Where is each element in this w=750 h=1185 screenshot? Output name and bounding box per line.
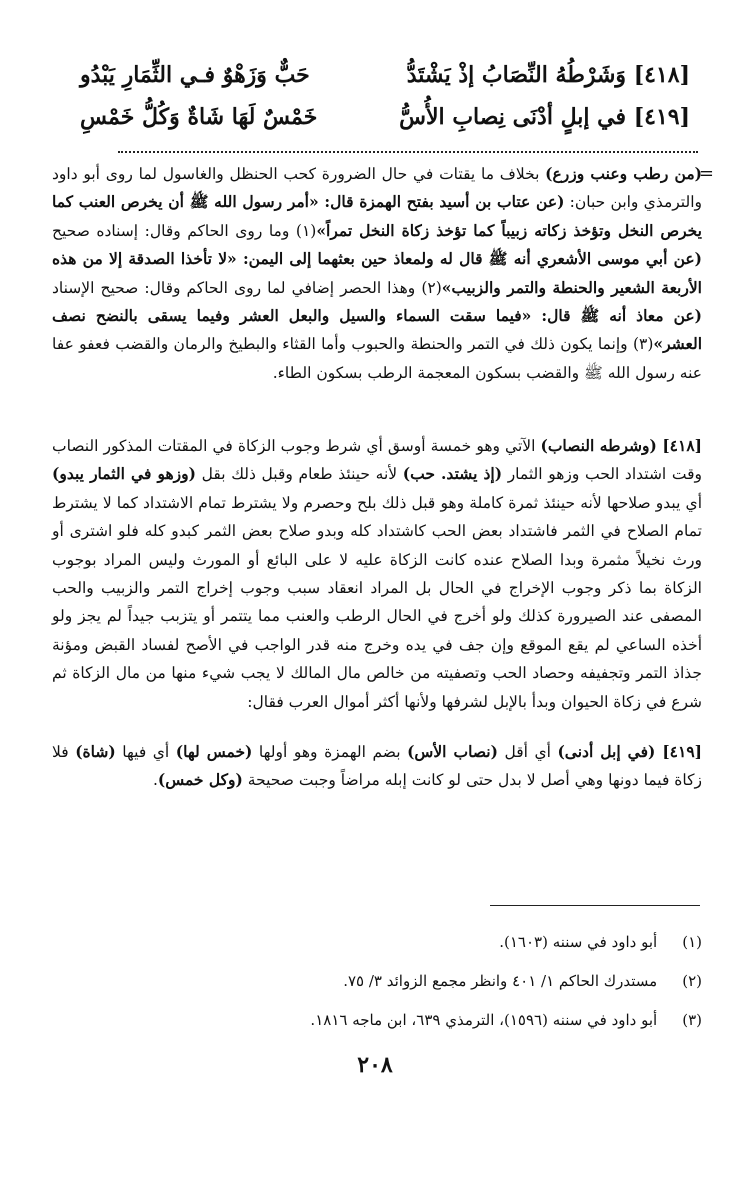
- dotted-separator: [118, 151, 698, 153]
- bold-text-segment: (إذ يشتد. حب): [402, 464, 503, 484]
- text-segment: (١): [295, 221, 317, 240]
- bold-text-segment: (نصاب الأس): [407, 742, 498, 761]
- verse-number: [٤١٩]: [633, 104, 690, 130]
- verse-418: [80, 62, 690, 104]
- text-segment: وما روى الحاكم وقال: إسناده صحيح: [52, 221, 296, 240]
- bold-text-segment: [٤١٨]: [656, 436, 702, 455]
- bold-text-segment: (من رطب وعنب وزرع): [545, 164, 702, 183]
- footnote-3: [52, 1006, 702, 1045]
- footnote-number: (٣): [682, 1011, 702, 1029]
- verse-418-first-hemistich: [372, 62, 690, 88]
- commentary-continued: [52, 160, 702, 387]
- text-segment: .: [152, 771, 158, 790]
- footnote-1: [52, 928, 702, 967]
- text-segment: وهذا الحصر إضافي لما روى الحاكم وقال: صحيح الإسناد: [52, 278, 422, 297]
- bold-text-segment: (عن أبي موسى الأشعري أنه ﷺ قال له ولمعاذ حين بعثهما إلى اليمن: «لا تأخذا الصدقة إلا من هذه الأربعة الشعير والحنطة والتمر والزبيب»: [52, 249, 702, 297]
- footnote-text: أبو داود في سننه (١٦٠٣).: [499, 933, 658, 951]
- verse-419: [80, 104, 690, 146]
- text-segment: وإنما يكون ذلك في التمر والحنطة والحبوب وأما القثاء والبطيخ والرمان والقضب فعفو عفا عنه رسول الله ﷺ والقضب بسكون المعجمة الرطب بسكون الطاء.: [52, 335, 702, 382]
- commentary-verse-419: [52, 738, 702, 795]
- bold-text-segment: (خمس لها): [175, 742, 253, 761]
- bold-text-segment: (عن معاذ أنه ﷺ قال: «فيما سقت السماء والسيل والبعل العشر وفيما يسقى بالنضح نصف العشر»: [52, 306, 702, 354]
- text-segment: (٢): [421, 278, 442, 297]
- footnote-2: [52, 967, 702, 1006]
- bold-text-segment: (عن عتاب بن أسيد بفتح الهمزة قال: «أمر رسول الله ﷺ أن يخرص العنب كما يخرص النخل وتؤخذ زكاته زبيباً كما تؤخذ زكاة النخل تمراً»: [52, 192, 703, 240]
- commentary-verse-418: [52, 432, 702, 716]
- page-number: ٢٠٨: [357, 1052, 393, 1078]
- footnotes: [52, 928, 702, 1045]
- verse-number: [٤١٨]: [633, 62, 690, 88]
- footnote-text: مستدرك الحاكم ١/ ٤٠١ وانظر مجمع الزوائد ٣/ ٧٥.: [343, 972, 658, 990]
- verse-419-second-hemistich: خَمْسٌ لَهَا شَاةٌ وَكُلُّ خَمْسِ: [80, 104, 318, 130]
- text-segment: أي أقل: [497, 743, 558, 761]
- text-segment: لأنه حينئذ طعام وقبل ذلك بقل: [196, 465, 403, 484]
- text-segment: أي فيها: [115, 743, 176, 761]
- hemistich-text: وَشَرْطُهُ النِّصَابُ إذْ يَشْتَدُّ: [406, 62, 627, 88]
- footnote-text: أبو داود في سننه (١٥٩٦)، الترمذي ٦٣٩، ابن ماجه ١٨١٦.: [310, 1011, 658, 1029]
- text-segment: بخلاف ما يقتات في حال الضرورة كحب الحنظل والغاسول لما روى أبو داود والترمذي وابن حبان:: [52, 165, 702, 212]
- footnote-separator: [490, 905, 700, 906]
- text-segment: الآتي وهو خمسة أوسق أي شرط وجوب الزكاة في المقتات المذكور النصاب وقت اشتداد الحب وزهو الثمار: [52, 437, 702, 484]
- bold-text-segment: (وزهو في الثمار يبدو): [52, 464, 196, 484]
- text-segment: (٣): [632, 335, 654, 354]
- poem-verses: [80, 62, 690, 146]
- bold-text-segment: [٤١٩]: [655, 742, 702, 761]
- text-segment: فلا زكاة فيما دونها وهي أصل لا بدل حتى لو كانت إبله مراضاً وجبت صحيحة: [52, 743, 702, 790]
- continuation-mark: =: [698, 163, 714, 184]
- hemistich-text: في إبلٍ أدْنَى نِصابِ الأُسُّ: [399, 104, 627, 130]
- verse-419-first-hemistich: [372, 104, 690, 130]
- footnote-number: (٢): [682, 972, 702, 990]
- bold-text-segment: (في إبل أدنى): [557, 742, 656, 761]
- verse-418-second-hemistich: حَبٌّ وَزَهْوٌ فـي الثِّمَارِ يَبْدُو: [80, 62, 310, 88]
- text-segment: أي يبدو صلاحها لأنه حينئذ ثمرة كاملة وهو قبل ذلك بلح وحصرم ولا يشترط تمام الاشتداد كما لا يشترط تمام الصلاح في الثمر فاشتداد بعض الحب كاشتداد كله وبدو صلاح بعض الثمر كبدو كله فلو اشترى أو ورث نخيلاً مثمرة وبدا الصلاح عنده كانت الزكاة عليه لا على البائع أو المورث وليس المراد بوجوب الزكاة بما ذكر وجوب الإخراج في الحال بل المراد انعقاد سبب وجوب إخراج التمر والزبيب والحب المصفى عند الصيرورة كذلك ولو أخرج في الحال الرطب والعنب مما يتتمر أو يتزبب جيداً لم يجز ولو أخذه الساعي لم يقع الموقع وإن جف في يده وخرج منه قدر الواجب في الأصح لفساد القبض ومؤنة جذاذ التمر وتجفيفه وحصاد الحب وتصفيته من خالص مال المالك لا يجب شيء منها من مال الزكاة ثم شرع في زكاة الحيوان وبدأ بالإبل لشرفها ولأنها أكثر أموال العرب فقال:: [52, 493, 702, 711]
- text-segment: بضم الهمزة وهو أولها: [252, 743, 408, 761]
- bold-text-segment: (شاة): [75, 742, 116, 761]
- bold-text-segment: (وشرطه النصاب): [540, 436, 657, 455]
- bold-text-segment: (وكل خمس): [157, 770, 243, 790]
- footnote-number: (١): [682, 933, 702, 951]
